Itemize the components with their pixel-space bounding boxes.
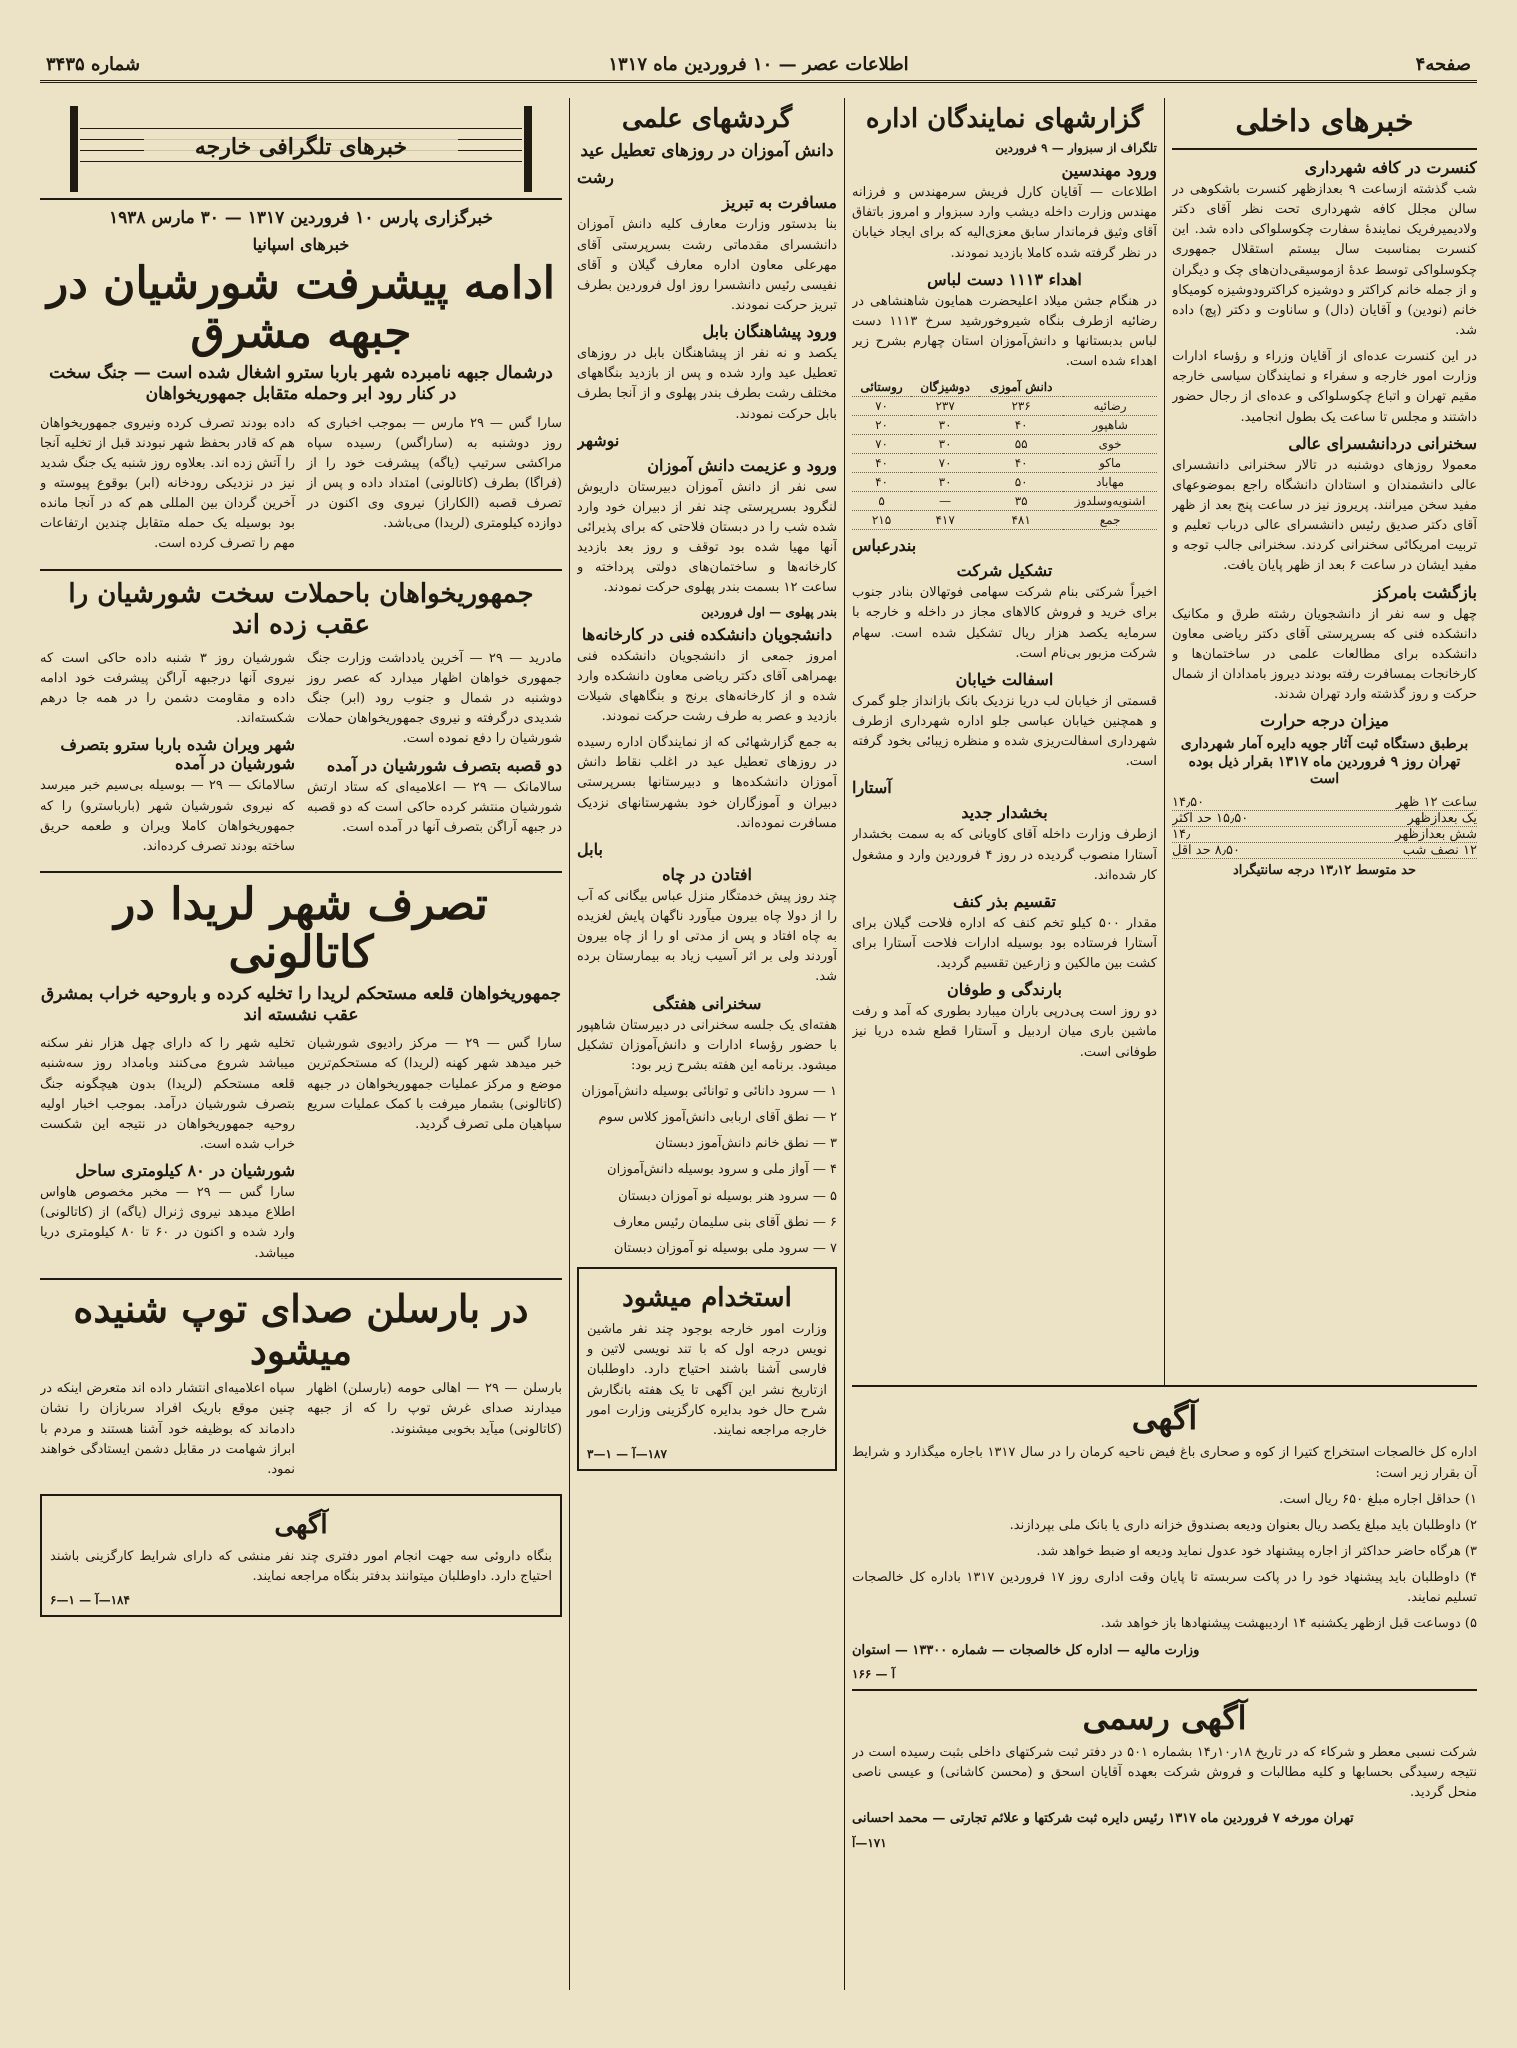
program-item: ۶ — نطق آقای بنی سلیمان رئیس معارف [613, 1214, 837, 1230]
article-body: امروز جمعی از دانشجویان دانشکده فنی بهمراهی آقای دکتر ریاضی معاون دانشکده وارد شده و از کارخانه‌های برنج و بنگاههای شیلات بازدید و عصر به طرف رشت حرکت نمودند. [577, 648, 837, 724]
section-title: خبرهای داخلی [1235, 104, 1414, 139]
divider [1172, 148, 1477, 150]
ad-item: ۲) داوطلبان باید مبلغ یکصد ریال بعنوان ودیعه بصندوق خزانه داری یا بانک ملی بپردازند. [1009, 1517, 1477, 1533]
section-title: گردشهای علمی [621, 104, 793, 134]
telegraph-pole-icon [524, 106, 532, 192]
two-column-body [40, 647, 562, 863]
ads-area [852, 1385, 1477, 1990]
two-column-body [40, 1377, 562, 1486]
article-title: افتادن در چاه [662, 864, 752, 884]
ad-item: ۵) دوساعت قبل ازظهر یکشنبه ۱۴ اردیبهشت پیشنهادها باز خواهد شد. [1100, 1616, 1477, 1632]
city-label: بابل [577, 839, 603, 859]
article-body: یکصد و نه نفر از پیشاهنگان بابل در روزهای تعطیل عید وارد شده و پس از بازدید بنگاههای مختلف رشت بطرف بندر پهلوی و از آنجا بطرف بابل حرکت نمودند. [577, 346, 837, 422]
headline: جمهوریخواهان باحملات سخت شورشیان را عقب زده اند [68, 578, 534, 640]
article-title: تقسیم بذر کنف [952, 891, 1057, 911]
weather-subtitle: برطبق دستگاه ثبت آثار جویه دایره آمار شهرداری تهران روز ۹ فروردین ماه ۱۳۱۷ بقرار ذیل بوده است [1180, 736, 1469, 788]
table-row: ماکو ۴۰ ۷۰ ۴۰ [852, 454, 1157, 473]
table-row: جمع ۴۸۱ ۴۱۷ ۲۱۵ [852, 511, 1157, 530]
newspaper-page [40, 40, 1477, 2010]
donation-table [852, 378, 1157, 530]
weather-row: شش بعدازظهر ۱۴٫ [1172, 826, 1477, 842]
dateline: تلگراف از سبزوار — ۹ فروردین [995, 141, 1157, 156]
article-body: در این کنسرت عده‌ای از آقایان وزراء و رؤساء ادارات وزارت امور خارجه و سفراء و نمایندگان سیاسی خارجه مقیم تهران و اتباع چکوسلواکی و عده‌ای از رجال حضور داشتند و مجلس تا ساعت یک بطول انجامید. [1172, 349, 1477, 425]
notice-title: استخدام میشود [622, 1282, 792, 1313]
issue-number: شماره ۳۴۳۵ [46, 54, 141, 75]
article-body: قسمتی از خیابان لب دریا نزدیک بانک بازانداز جلو گمرک و همچنین خیابان عباسی جلو اداره شهرداری ازطرف شهرداری اسفالت‌ریزی شده و منظره زیبائی بخود گرفته است. [852, 693, 1157, 770]
headline: ادامه پیشرفت شورشیان در جبهه مشرق [47, 258, 555, 358]
notice-title: آگهی [274, 1510, 328, 1540]
article-title: سخنرانی هفتگی [652, 993, 762, 1013]
article-body: شورشیان روز ۳ شنبه داده حاکی است که نیروی آنها درجبهه آراگن پیشرفت خود ادامه داده و مقاومت دشمن را در همه جا درهم شکسته‌اند. [40, 650, 295, 727]
city-label: نوشهر [577, 430, 620, 450]
article-title: بازگشت بامرکز [1373, 582, 1477, 602]
headline: تصرف شهر لریدا در کاتالونی [114, 879, 488, 979]
article-title: ورود مهندسین [1061, 161, 1157, 181]
article-title: کنسرت در کافه شهرداری [1304, 158, 1477, 177]
article-title: دانشجویان دانشکده فنی در کارخانه‌ها [581, 624, 833, 644]
article-body: شب گذشته ازساعت ۹ بعدازظهر کنسرت باشکوهی در سالن مجلل کافه شهرداری تحت نظر آقای دکتر ولادیمیرفریک نمایندهٔ سفارت چکوسلواکی داده شد. این کنسرت بمناسبت سال بیستم استقلال جمهوری چکوسلواکی توسط عدهٔ ازموسیقی‌دان‌های چک و دیگران و از جمله خانم کراکتر و دوشیزه کراکترودوشیزه کومیکاو خانم (نودین) و آقایان (دال) و ساناوت و دکتر (پچ) داده شد. [1172, 182, 1477, 338]
article-title: ورود پیشاهنگان بابل [702, 322, 837, 342]
article-kicker: خبرهای اسپانیا [252, 235, 350, 255]
article-body: سالامانک — ۲۹ — بوسیله بی‌سیم خبر میرسد که نیروی شورشیان شهر (بارباسترو) را که جمهوریخواهان کاملا ویران و طعمه حریق ساخته بودند تصرف کرده‌اند. [40, 778, 295, 854]
ad-item: ۴) داوطلبان باید پیشنهاد خود را در پاکت سربسته تا پایان وقت اداری روز ۱۷ فروردین ۱۳۱۷ باداره کل خالصجات تسلیم نمایند. [852, 1570, 1477, 1606]
city-label: آستارا [852, 778, 892, 798]
column-rule [844, 98, 845, 1990]
article-body: سارا گس — ۲۹ مارس — بموجب اخباری که روز دوشنبه به (ساراگس) رسیده سپاه مراکشی سرتیپ (یاگه) پیشرفت خود را از (فراگا) بطرف (کاتالونی) امتداد داده و پس از تصرف قصبه (الکاراز) نیروی وی اکنون در دوازده کیلومتری (لریدا) می‌باشد. [307, 415, 562, 532]
ad-title: آگهی رسمی [1082, 1698, 1247, 1737]
article-body: دو روز است پی‌درپی باران میبارد بطوری که آمد و رفت ماشین باری میان اردبیل و آستارا قطع شده دریا نیز طوفانی است. [852, 1004, 1157, 1060]
program-item: ۳ — نطق خانم دانش‌آموز دبستان [655, 1136, 837, 1152]
city-label: بندرعباس [852, 536, 917, 556]
article-title: اهداء ۱۱۱۳ دست لباس [927, 269, 1082, 289]
program-item: ۵ — سرود هنر بوسیله نو آموزان دبستان [618, 1188, 837, 1204]
program-item: ۷ — سرود ملی بوسیله نو آموزان دبستان [613, 1240, 837, 1256]
two-column-body [40, 1032, 562, 1269]
article-title: بخشدار جدید [961, 803, 1048, 823]
table-row: خوی ۵۵ ۳۰ ۷۰ [852, 435, 1157, 454]
program-item: ۴ — آواز ملی و سرود بوسیله دانش‌آموزان [607, 1162, 837, 1178]
city-label: رشت [577, 168, 614, 188]
program-item: ۲ — نطق آقای اربابی دانش‌آموز کلاس سوم [598, 1110, 837, 1126]
column-foreign-news [40, 98, 562, 1990]
table-row: رضائیه ۲۳۶ ۲۳۷ ۷۰ [852, 397, 1157, 416]
notice-body: وزارت امور خارجه بوجود چند نفر ماشین نویس درجه اول که با تند نویسی لاتین و فارسی آشنا باشند احتیاج دارد. داوطلبان ازتاریخ نشر این آگهی تا یک هفته بانگارش شرح حال خود بدایره کارگزینی وزارت امور خارجه مراجعه نمایند. [587, 1322, 827, 1438]
ad-footer: آ — ۱۶۶ [852, 1666, 896, 1681]
paper-date: اطلاعات عصر — ۱۰ فروردین ماه ۱۳۱۷ [608, 54, 909, 75]
article-body: اخیراً شرکتی بنام شرکت سهامی فوتهالان بنادر جنوب برای خرید و فروش کالاهای مجاز در داخله و خارجه با سرمایه یکصد هزار ریال تشکیل شده است. سهام شرکت مزبور بی‌نام است. [852, 585, 1157, 661]
divider [40, 1278, 562, 1280]
notice-footer: ۱۸۴—آ — ۱—۶ [50, 1593, 130, 1608]
ad-item: ۳) هرگاه حاضر حداکثر از اجاره پیشنهاد خود عدول نماید ودیعه او ضبط خواهد شد. [1036, 1543, 1477, 1559]
article-body: بنا بدستور وزارت معارف کلیه دانش آموزان دانشسرای مقدماتی رشت بسرپرستی آقای مهرعلی معاون اداره معارف گیلان و آقای نفیسی رئیس دانشسرا روز اول فروردین بطرف تبریز حرکت نمودند. [577, 217, 837, 313]
ad-body: شرکت نسبی معطر و شرکاء که در تاریخ ۱۸ر۱۰ر۱۴ بشماره ۵۰۱ در دفتر ثبت شرکتهای داخلی بثبت رسیده است در نتیجه رسیدگی بحسابها و کلیه مطالبات و فروش شرکت بعهده آقایان اسحق و (محسن کاشانی) و عیسی ناصی منحل گردید. [852, 1745, 1477, 1801]
two-column-body [40, 412, 562, 561]
article-title: اسفالت خیابان [955, 669, 1054, 689]
divider [852, 1689, 1477, 1691]
divider [40, 569, 562, 571]
article-body: چهل و سه نفر از دانشجویان رشته طرق و مکانیک دانشکده فنی که بسرپرستی آقای دکتر ریاضی معاون دانشکده برای مطالعات علمی در ساختمان‌ها و کارخانجات بمسافرت رفته بودند دیروز بامدادان از شمال حرکت و روز گذشته وارد تهران شدند. [1172, 606, 1477, 703]
telegraph-pole-icon [70, 106, 78, 192]
divider [40, 871, 562, 873]
notice-body: بنگاه داروئی سه جهت انجام امور دفتری چند نفر منشی که دارای شرایط کارگزینی باشند احتیاج دارد. داوطلبان میتوانند بدفتر بنگاه مراجعه نمایند. [50, 1549, 552, 1585]
article-body: سارا گس — ۲۹ — مخبر مخصوص هاواس اطلاع میدهد نیروی ژنرال (یاگه) از (کاتالونی) وارد شده و اکنون در ۶۰ تا ۸۰ کیلومتری دریا میباشد. [40, 1185, 296, 1261]
weather-average: حد متوسط ۱۳٫۱۲ درجه سانتیگراد [1232, 862, 1417, 878]
article-body: تخلیه شهر را که دارای چهل هزار نفر سکنه میباشد شروع می‌کنند وبامداد روز سه‌شنبه قلعه مستحکم (لریدا) بدون هیچگونه جنگ بتصرف شورشیان درآمد. بموجب اخبار اولیه روحیه جمهوریخواهان در نتیجه این شکست خراب شده است. [40, 1036, 295, 1152]
subheadline: جمهوریخواهان قلعه مستحکم لریدا را تخلیه کرده و باروحیه خراب بمشرق عقب نشسته اند [41, 983, 561, 1026]
notice-box [40, 1494, 562, 1617]
ad-signature: وزارت مالیه — اداره کل خالصجات — شماره ۱۳۳۰۰ — استوان [852, 1642, 1200, 1658]
article-title: میزان درجه حرارت [1260, 711, 1389, 731]
article-title: دو قصبه بتصرف شورشیان در آمده [326, 755, 562, 775]
dateline: بندر پهلوی — اول فروردین [701, 604, 837, 619]
ad-body: اداره کل خالصجات استخراج کتیرا از کوه و صحاری باغ فیض ناحیه کرمان را در سال ۱۳۱۷ باجاره میگذارد و شرایط آن بقرار زیر است: [852, 1445, 1477, 1481]
banner-label: خبرهای تلگرافی خارجه [144, 134, 457, 160]
article-body: داده بودند تصرف کرده ونیروی جمهوریخواهان هم که قادر بحفظ شهر نبودند قبل از تخلیه آنجا را آتش زده اند. بعلاوه روز شنبه یک جنگ شدید نیز در نزدیکی رودخانه (ابر) بوقوع پیوسته و آخرین گردان بین المللی هم که در آنجا مانده بود بوسیله یک حمله متقابل چندین ارتفاعات مهم را تصرف کرده است. [40, 415, 295, 552]
article-body: سالامانک — ۲۹ — اعلامیه‌ای که ستاد ارتش شورشیان منتشر کرده حاکی است که دو قصبه در جبهه آراگن بتصرف آنها در آمده است. [307, 779, 562, 835]
subheadline: درشمال جبهه نامبرده شهر باربا سترو اشغال شده است — جنگ سخت در کنار رود ابر وحمله متقابل جمهوریخواهان [49, 363, 553, 405]
article-body: سارا گس — ۲۹ — مرکز رادیوی شورشیان خبر میدهد شهر کهنه (لریدا) که مستحکم‌ترین موضع و مرکز عملیات جمهوریخواهان در جبهه (کاتالونی) بشمار میرفت با کمک عملیات سریع سپاهیان ملی تصرف گردید. [307, 1036, 562, 1132]
column-rule [569, 98, 570, 1990]
article-body: هفته‌ای یک جلسه سخنرانی در دبیرستان شاهپور با حضور رؤساء ادارات و دانش‌آموزان تشکیل میشود. برنامه این هفته بشرح زیر بود: [577, 1017, 837, 1073]
weather-row: ساعت ۱۲ ظهر ۱۴٫۵۰ [1172, 794, 1477, 810]
section-title: گزارشهای نمایندگان اداره [865, 104, 1144, 134]
article-body: مقدار ۵۰۰ کیلو تخم کنف که اداره فلاحت گیلان برای آستارا فرستاده بود بوسیله ادارات فلاحت آستارا برای کشت بین مالکین و زارعین تقسیم گردید. [852, 915, 1157, 972]
page-number: صفحه۴ [1415, 54, 1471, 75]
weather-table [1172, 795, 1477, 859]
hiring-notice [577, 1267, 837, 1471]
article-body: بارسلن — ۲۹ — اهالی حومه (بارسلن) اظهار میدارند صدای غرش توپ را که از جبهه (کاتالونی) میآید بخوبی میشنوند. [307, 1381, 562, 1437]
weather-row: ۱۲ نصف شب ۸٫۵۰ حد اقل [1172, 842, 1477, 858]
article-title: ورود و عزیمت دانش آموزان [647, 455, 837, 475]
column-science-trips [577, 98, 837, 1990]
article-title: بارندگی و طوفان [947, 980, 1062, 1000]
article-body: مادرید — ۲۹ — آخرین یادداشت وزارت جنگ جمهوری خواهان اظهار میدارد که عصر روز دوشنبه در شمال و جنوب رود (ابر) جنگ شدیدی درگرفته و نیروی جمهوریخواهان حملات شورشیان را دفع نموده است. [307, 650, 562, 747]
weather-row: یک بعدازظهر ۱۵٫۵۰ حد اکثر [1172, 810, 1477, 826]
table-row: اشنویه‌وسلدوز ۳۵ — ۵ [852, 492, 1157, 511]
notice-footer: ۱۸۷—آ — ۱—۳ [587, 1446, 667, 1461]
article-body: سی نفر از دانش آموزان دبیرستان داریوش لنگرود بسرپرستی چند نفر از دبیران خود وارد شده شب را در دبستان فلاحتی که برای پذیرائی آنها مهیا شده بود توقف و روز بعد بازدید کارخانه‌ها و ساختمان‌های دولتی پرداخته و ساعت ۱۲ بسمت بندر پهلوی حرکت نمودند. [577, 479, 837, 596]
table-row: شاهپور ۴۰ ۳۰ ۲۰ [852, 416, 1157, 435]
article-title: شهر ویران شده باربا سترو بتصرف شورشیان در آمده [60, 735, 295, 774]
article-body: به جمع گزارشهائی که از نمایندگان اداره رسیده در روزهای تعطیل عید در اغلب نقاط دانش آموزان دانشکده‌ها و دبیرستانها بسرپرستی دبیران و آموزگاران خود بشهرستانهای نزدیک مسافرت نموده‌اند. [577, 735, 837, 831]
article-title: تشکیل شرکت [956, 561, 1053, 581]
ad-item: ۱) حداقل اجاره مبلغ ۶۵۰ ریال است. [1279, 1491, 1477, 1507]
article-body: اطلاعات — آقایان کارل فریش سرمهندس و فرزانه مهندس وزارت داخله دیشب وارد سبزوار و امروز باتفاق آقای وثیق فرماندار سابق معزی‌الیه که برای ایجاد خیابان در نظر گرفته شده کاملا بازدید نمودند. [852, 185, 1157, 261]
article-body: چند روز پیش خدمتگار منزل عباس بیگانی که آب را از دولا چاه بیرون میآورد ناگهان پایش لغزیده به چاه افتاد و پس از مدتی او را از چاه بیرون آوردند ولی بر اثر آسیب زیاد به بیمارستان برده شد. [577, 888, 837, 985]
article-body: ازطرف وزارت داخله آقای کاویانی که به سمت بخشدار آستارا منصوب گردیده در روز ۴ فروردین وارد و مشغول کار شده‌اند. [852, 827, 1157, 883]
article-title: سخنرانی دردانشسرای عالی [1288, 433, 1477, 453]
program-item: ۱ — سرود دانائی و توانائی بوسیله دانش‌آموزان [581, 1083, 837, 1099]
agency-line: خبرگزاری پارس ۱۰ فروردین ۱۳۱۷ — ۳۰ مارس ۱۹۳۸ [109, 208, 493, 228]
table-header-row: دانش آموزی دوشیزگان روستائی [852, 378, 1157, 397]
headline: در بارسلن صدای توپ شنیده میشود [73, 1285, 529, 1373]
article-title: شورشیان در ۸۰ کیلومتری ساحل [75, 1161, 295, 1181]
article-body: معمولا روزهای دوشنبه در تالار سخنرانی دانشسرای عالی دانشمندان و استادان دانشگاه راجع بموضوعهای مفید سخن میرانند. پریروز نیز در ساعت پنج بعد از ظهر آقای دکتر صدیق رئیس دانشسرای عالی درباب تعلیم و تربیت امریکائی سخنرانی کردند. سخنرانی جالب توجه و مفید ایشان در ساعت ۶ بعد از ظهر پایان یافت. [1172, 457, 1477, 574]
ad-signature: تهران مورخه ۷ فروردین ماه ۱۳۱۷ رئیس دایره ثبت شرکتها و علائم تجارتی — محمد احسانی [852, 1811, 1354, 1827]
masthead [40, 50, 1477, 83]
article-body: سپاه اعلامیه‌ای انتشار داده اند متعرض اینکه در چنین موقع باریک افراد سربازان را نشان دادماند که بوظیفه خود آشنا هستند و مردم با ابراز شهامت در مقابل دشمن ایستادگی خواهند نمود. [40, 1381, 295, 1477]
table-row: مهاباد ۵۰ ۳۰ ۴۰ [852, 473, 1157, 492]
foreign-news-banner [40, 98, 562, 200]
ad-footer: ۱۷۱—آ [852, 1835, 887, 1850]
ad-title: آگهی [1131, 1399, 1198, 1437]
section-subtitle: دانش آموزان در روزهای تعطیل عید [580, 141, 834, 162]
article-body: در هنگام جشن میلاد اعلیحضرت همایون شاهنشاهی در رضائیه ازطرف بنگاه شیروخورشید سرخ ۱۱۱۳ دست لباس بدبستانها و دانش‌آموزان استان چهارم بشرح زیر اهداء شده است. [852, 293, 1157, 370]
article-title: مسافرت به تبریز [722, 193, 837, 213]
